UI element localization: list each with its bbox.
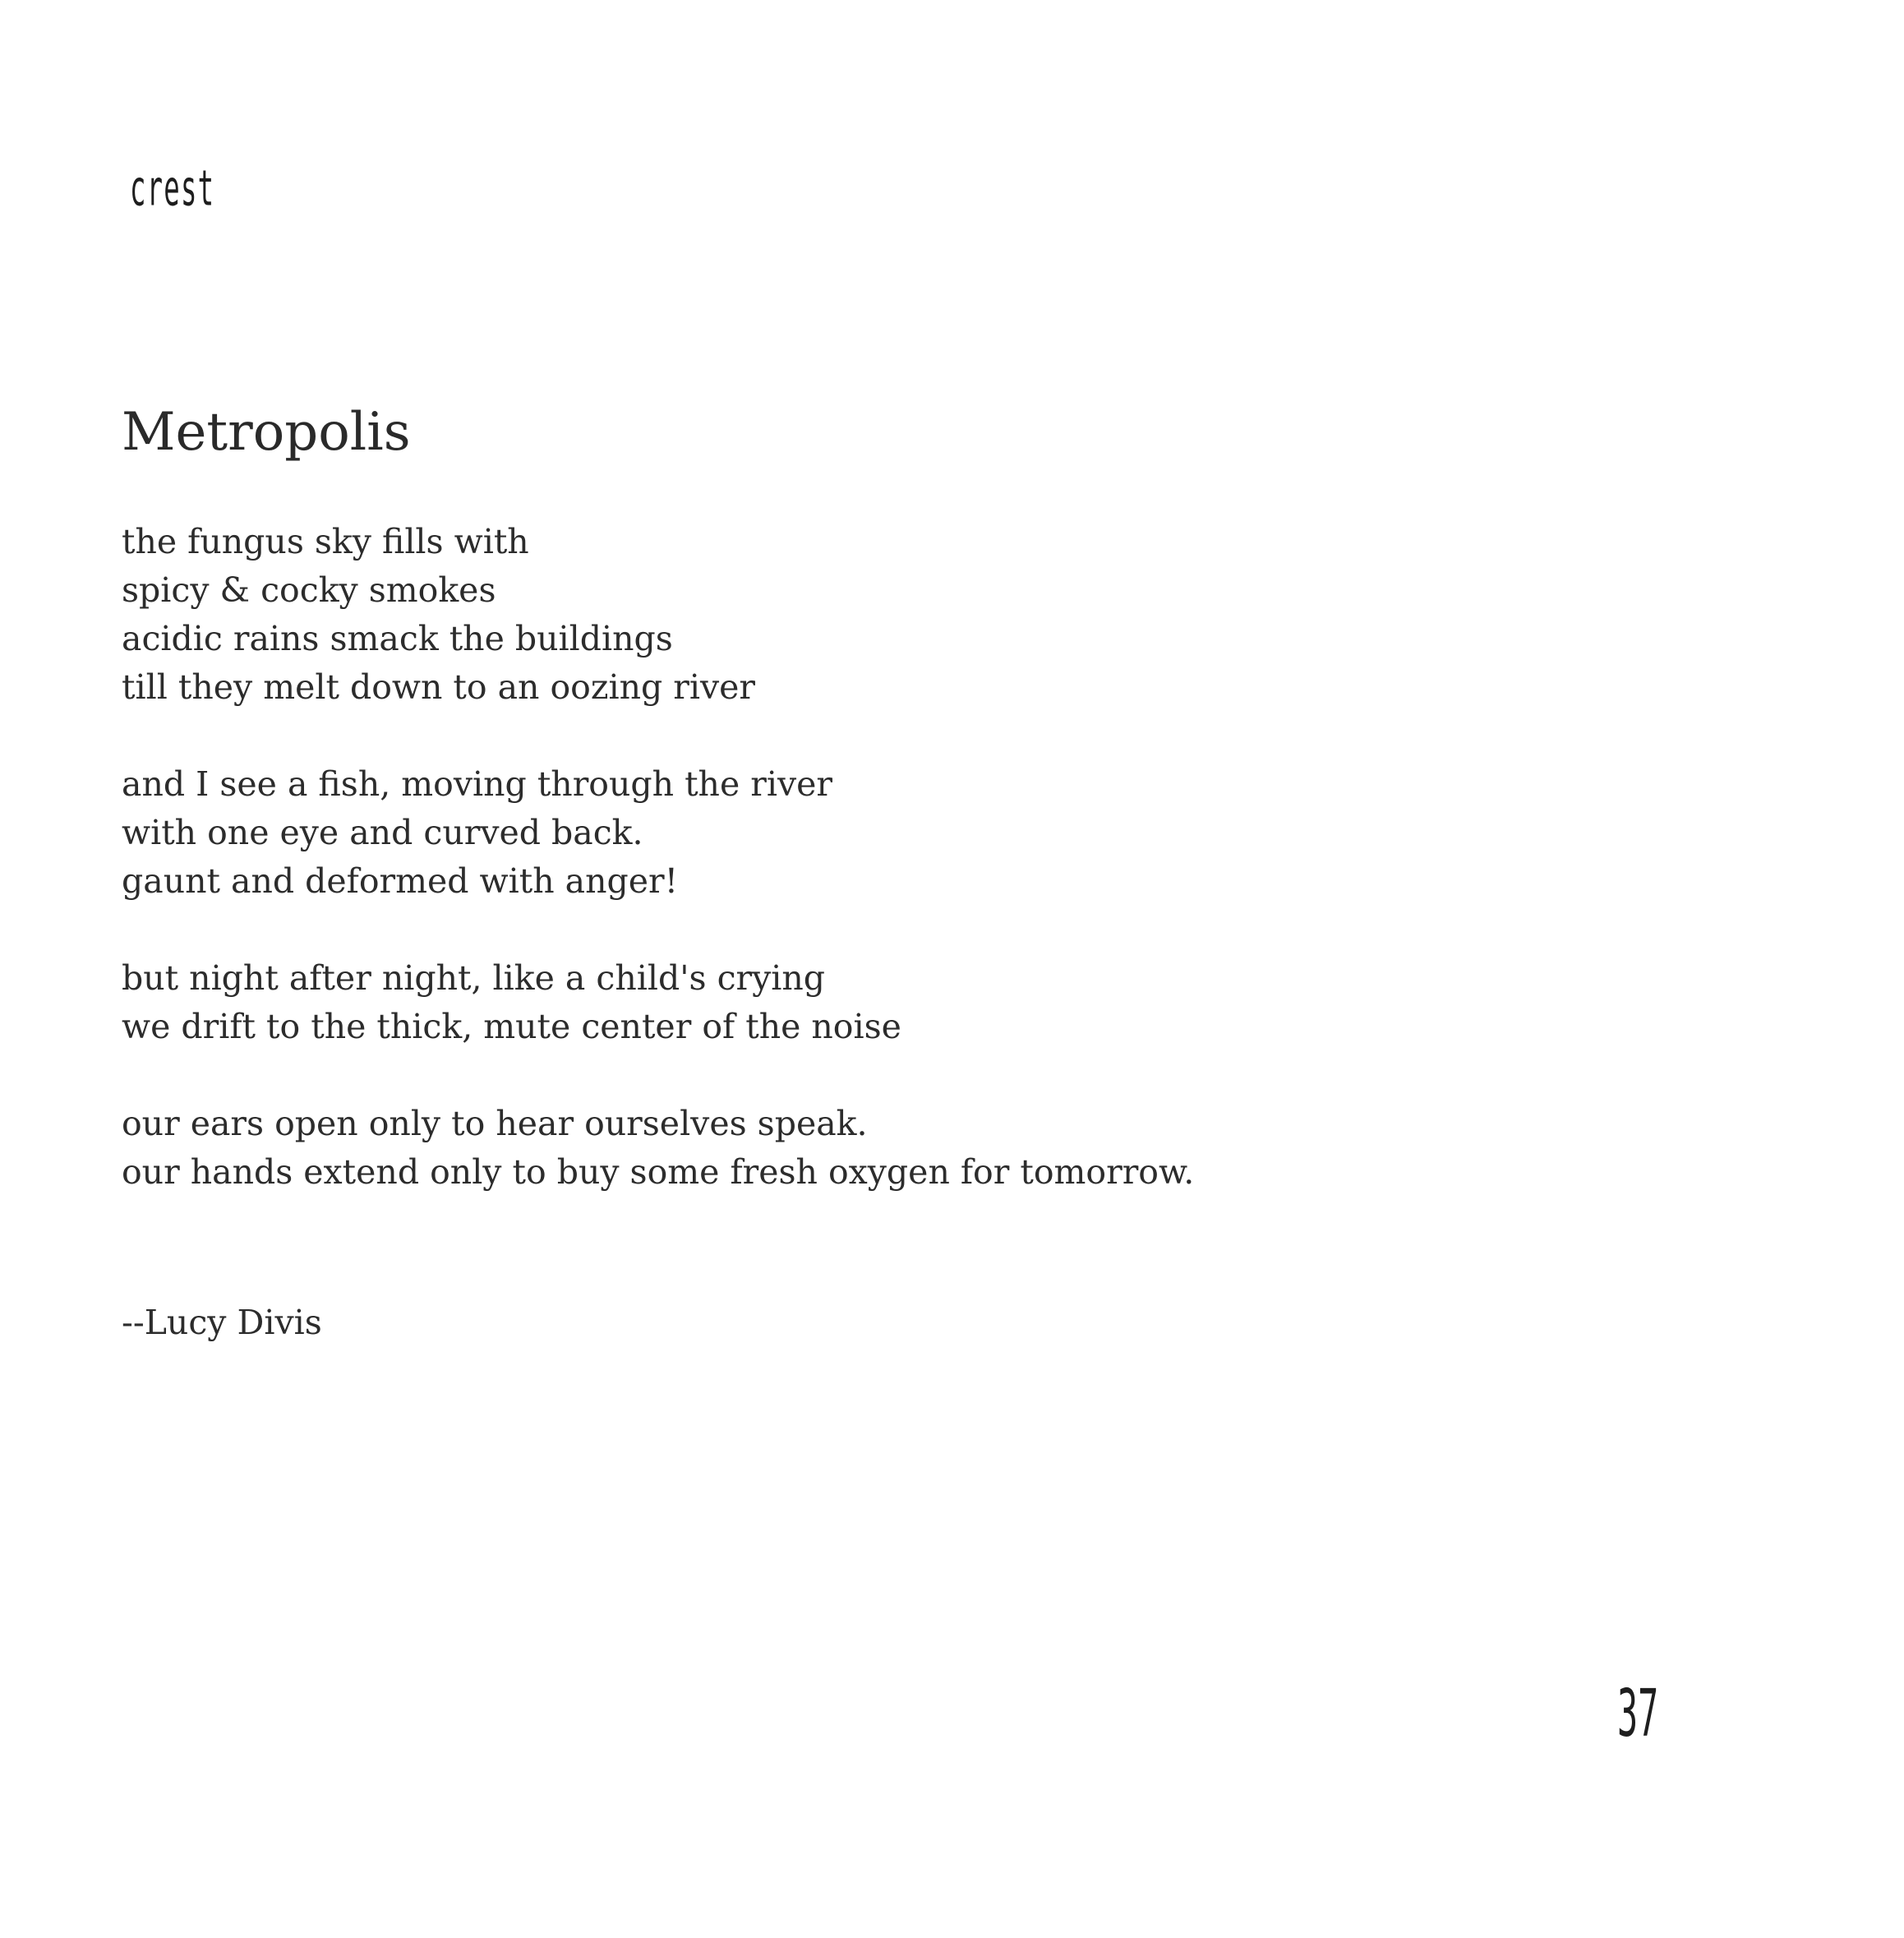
poem-line: spicy & cocky smokes: [122, 570, 496, 610]
poem-attribution: --Lucy Divis: [122, 1303, 322, 1342]
poem-line: gaunt and deformed with anger!: [122, 861, 679, 901]
poem-line: we drift to the thick, mute center of the noise: [122, 1007, 901, 1046]
poem-line: and I see a fish, moving through the river: [122, 764, 832, 804]
running-head: crest: [130, 160, 215, 218]
poem-line: our ears open only to hear ourselves speak.: [122, 1104, 868, 1143]
poem-line: with one eye and curved back.: [122, 813, 643, 852]
stanza-4: [122, 1100, 1601, 1197]
stanza-3: [122, 954, 1601, 1051]
poem-line: but night after night, like a child's crying: [122, 958, 826, 998]
poem-line: till they melt down to an oozing river: [122, 667, 755, 707]
poem-body: [122, 518, 1601, 1245]
poem-title: Metropolis: [122, 402, 411, 463]
page-number: 37: [1617, 1674, 1659, 1752]
poem-line: the fungus sky fills with: [122, 522, 529, 561]
stanza-1: [122, 518, 1601, 712]
poem-line: acidic rains smack the buildings: [122, 619, 673, 658]
poem-line: our hands extend only to buy some fresh oxygen for tomorrow.: [122, 1152, 1195, 1192]
stanza-2: [122, 760, 1601, 906]
